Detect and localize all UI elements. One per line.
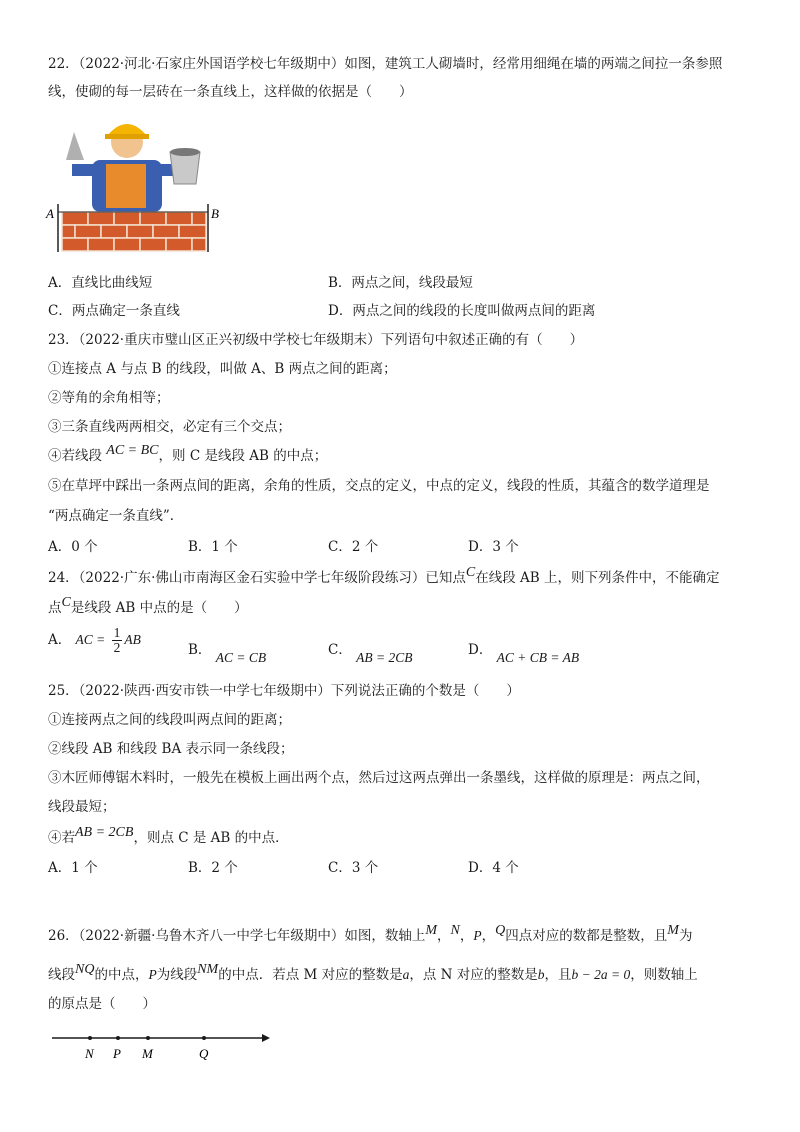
q23-statement-5b: “两点确定一条直线”．	[48, 508, 184, 524]
q26-line-2	[48, 963, 698, 984]
q25-option-d[interactable]: D．4 个	[468, 860, 519, 876]
q25-s4-text-a: ④若	[48, 830, 75, 846]
q24-opt-b-math: AC = CB	[215, 650, 267, 665]
q22-line-1: 22．（2022·河北·石家庄外国语学校七年级期中）如图，建筑工人砌墙时，经常用细绳在墙的两端之间拉一条参照	[48, 56, 723, 72]
q25-statement-3a: ③木匠师傅锯木料时，一般先在模板上画出两个点，然后过这两点弹出一条墨线，这样做的原理是：两点之间，	[48, 770, 710, 786]
q26-l2-text-a: 线段	[48, 967, 75, 983]
q24-l1-text-b: 在线段 AB 上，则下列条件中，不能确定	[475, 570, 720, 586]
q26-l2-text-d: 的中点．若点 M 对应的整数是	[218, 967, 403, 983]
q23-statement-5a: ⑤在草坪中踩出一条两点间的距离，余角的性质，交点的定义，中点的定义，线段的性质，其蕴含的数学道理是	[48, 478, 710, 494]
q26-l2-text-f: ，点 N 对应的整数是	[409, 967, 538, 983]
q22-option-d[interactable]: D．两点之间的线段的长度叫做两点间的距离	[328, 303, 596, 319]
q26-l2-var-b: b	[537, 967, 545, 982]
q26-line-1	[48, 924, 692, 945]
q26-l2-segment-nq: NQ	[75, 962, 95, 977]
q24-opt-c-math: AB = 2CB	[356, 650, 413, 665]
axis-label-p: P	[113, 1046, 121, 1061]
q24-line-2	[48, 596, 248, 617]
q23-statement-3: ③三条直线两两相交，必定有三个交点；	[48, 419, 291, 435]
q26-sep-3: ，	[481, 928, 496, 944]
q23-option-c[interactable]: C．2 个	[328, 539, 379, 555]
q24-opt-c-prefix: C．	[328, 642, 352, 658]
q23-option-a[interactable]: A．0 个	[48, 539, 98, 555]
q26-sep-2: ，	[459, 928, 474, 944]
point-p-dot	[116, 1036, 120, 1040]
q24-option-b[interactable]	[188, 638, 267, 665]
bricklayer-illustration	[44, 112, 224, 262]
q24-l1-text-a: 24．（2022·广东·佛山市南海区金石实验中学七年级阶段练习）已知点	[48, 570, 466, 586]
q25-s4-text-b: ，则点 C 是 AB 的中点．	[133, 830, 289, 846]
fraction-denominator: 2	[113, 640, 121, 655]
axis-label-q: Q	[199, 1046, 209, 1061]
q25-option-a[interactable]: A．1 个	[48, 860, 98, 876]
q24-l2-point-c: C	[61, 595, 71, 610]
q23-statement-2: ②等角的余角相等；	[48, 390, 170, 406]
q26-point-q: Q	[495, 923, 506, 938]
q22-option-a[interactable]: A．直线比曲线短	[48, 275, 153, 291]
q26-point-m: M	[425, 923, 438, 938]
q23-s4-text-a: ④若线段	[48, 448, 107, 464]
q23-line-1: 23．（2022·重庆市璧山区正兴初级中学校七年级期末）下列语句中叙述正确的有（ ）	[48, 332, 584, 348]
q26-l2-equation: b − 2a = 0	[571, 967, 631, 982]
q26-l2-segment-nm: NM	[197, 962, 219, 977]
q24-option-d[interactable]	[468, 638, 580, 665]
q25-option-b[interactable]: B．2 个	[188, 860, 238, 876]
q24-l1-point-c: C	[465, 565, 476, 580]
point-q-dot	[202, 1036, 206, 1040]
q24-opt-a-prefix: A．	[48, 632, 72, 648]
label-a: A	[46, 206, 54, 221]
q24-l2-text-b: 是线段 AB 中点的是（ ）	[70, 600, 248, 616]
q24-opt-b-prefix: B．	[188, 642, 212, 658]
q26-l1-text-c: 为	[678, 928, 693, 944]
q26-l2-text-c: 为线段	[156, 967, 198, 983]
q26-l1-text-b: 四点对应的数都是整数，且	[505, 928, 668, 944]
q26-l2-var-a: a	[402, 967, 410, 982]
q23-statement-1: ①连接点 A 与点 B 的线段，叫做 A、B 两点之间的距离；	[48, 361, 397, 377]
q26-l2-text-g: ，且	[544, 967, 572, 983]
q25-option-c[interactable]: C．3 个	[328, 860, 379, 876]
q25-line-1: 25．（2022·陕西·西安市铁一中学七年级期中）下列说法正确的个数是（ ）	[48, 683, 520, 699]
q24-opt-d-math: AC + CB = AB	[496, 650, 580, 665]
q25-statement-1: ①连接两点之间的线段叫两点间的距离；	[48, 712, 291, 728]
q26-line-3: 的原点是（ ）	[48, 996, 156, 1012]
q24-option-c[interactable]	[328, 638, 413, 665]
q23-s4-text-b: ，则 C 是线段 AB 的中点；	[158, 448, 328, 464]
q26-l2-text-h: ，则数轴上	[630, 967, 698, 983]
q24-opt-a-lhs: AC =	[75, 632, 106, 647]
q23-statement-4	[48, 444, 327, 465]
q25-statement-3b: 线段最短；	[48, 799, 116, 815]
q26-point-p: P	[473, 928, 482, 943]
q26-l2-text-b: 的中点，	[94, 967, 149, 983]
q25-s4-math: AB = 2CB	[75, 825, 134, 840]
number-line	[48, 1026, 272, 1066]
fraction-numerator: 1	[113, 625, 121, 640]
q23-option-b[interactable]: B．1 个	[188, 539, 238, 555]
q23-s4-math: AC = BC	[106, 443, 159, 458]
q24-opt-d-prefix: D．	[468, 642, 493, 658]
q22-line-2: 线，使砌的每一层砖在一条直线上，这样做的依据是（ ）	[48, 84, 413, 100]
q26-l2-point-p: P	[148, 967, 157, 982]
q26-l1-point-m: M	[667, 923, 679, 938]
q22-option-c[interactable]: C．两点确定一条直线	[48, 303, 180, 319]
axis-label-m: M	[142, 1046, 153, 1061]
q25-statement-2: ②线段 AB 和线段 BA 表示同一条线段；	[48, 741, 294, 757]
q24-option-a[interactable]	[48, 626, 141, 655]
q25-statement-4	[48, 826, 289, 847]
q26-sep-1: ，	[437, 928, 451, 944]
axis-label-n: N	[85, 1046, 94, 1061]
point-m-dot	[146, 1036, 150, 1040]
label-b: B	[211, 206, 219, 221]
q23-option-d[interactable]: D．3 个	[468, 539, 519, 555]
q24-l2-text-a: 点	[48, 600, 62, 616]
q24-line-1	[48, 566, 719, 587]
q24-opt-a-fraction	[112, 626, 123, 655]
q26-l1-text-a: 26．（2022·新疆·乌鲁木齐八一中学七年级期中）如图，数轴上	[48, 928, 426, 944]
q22-option-b[interactable]: B．两点之间，线段最短	[328, 275, 473, 291]
q26-point-n: N	[450, 923, 460, 938]
q24-opt-a-rhs: AB	[124, 632, 141, 647]
point-n-dot	[88, 1036, 92, 1040]
